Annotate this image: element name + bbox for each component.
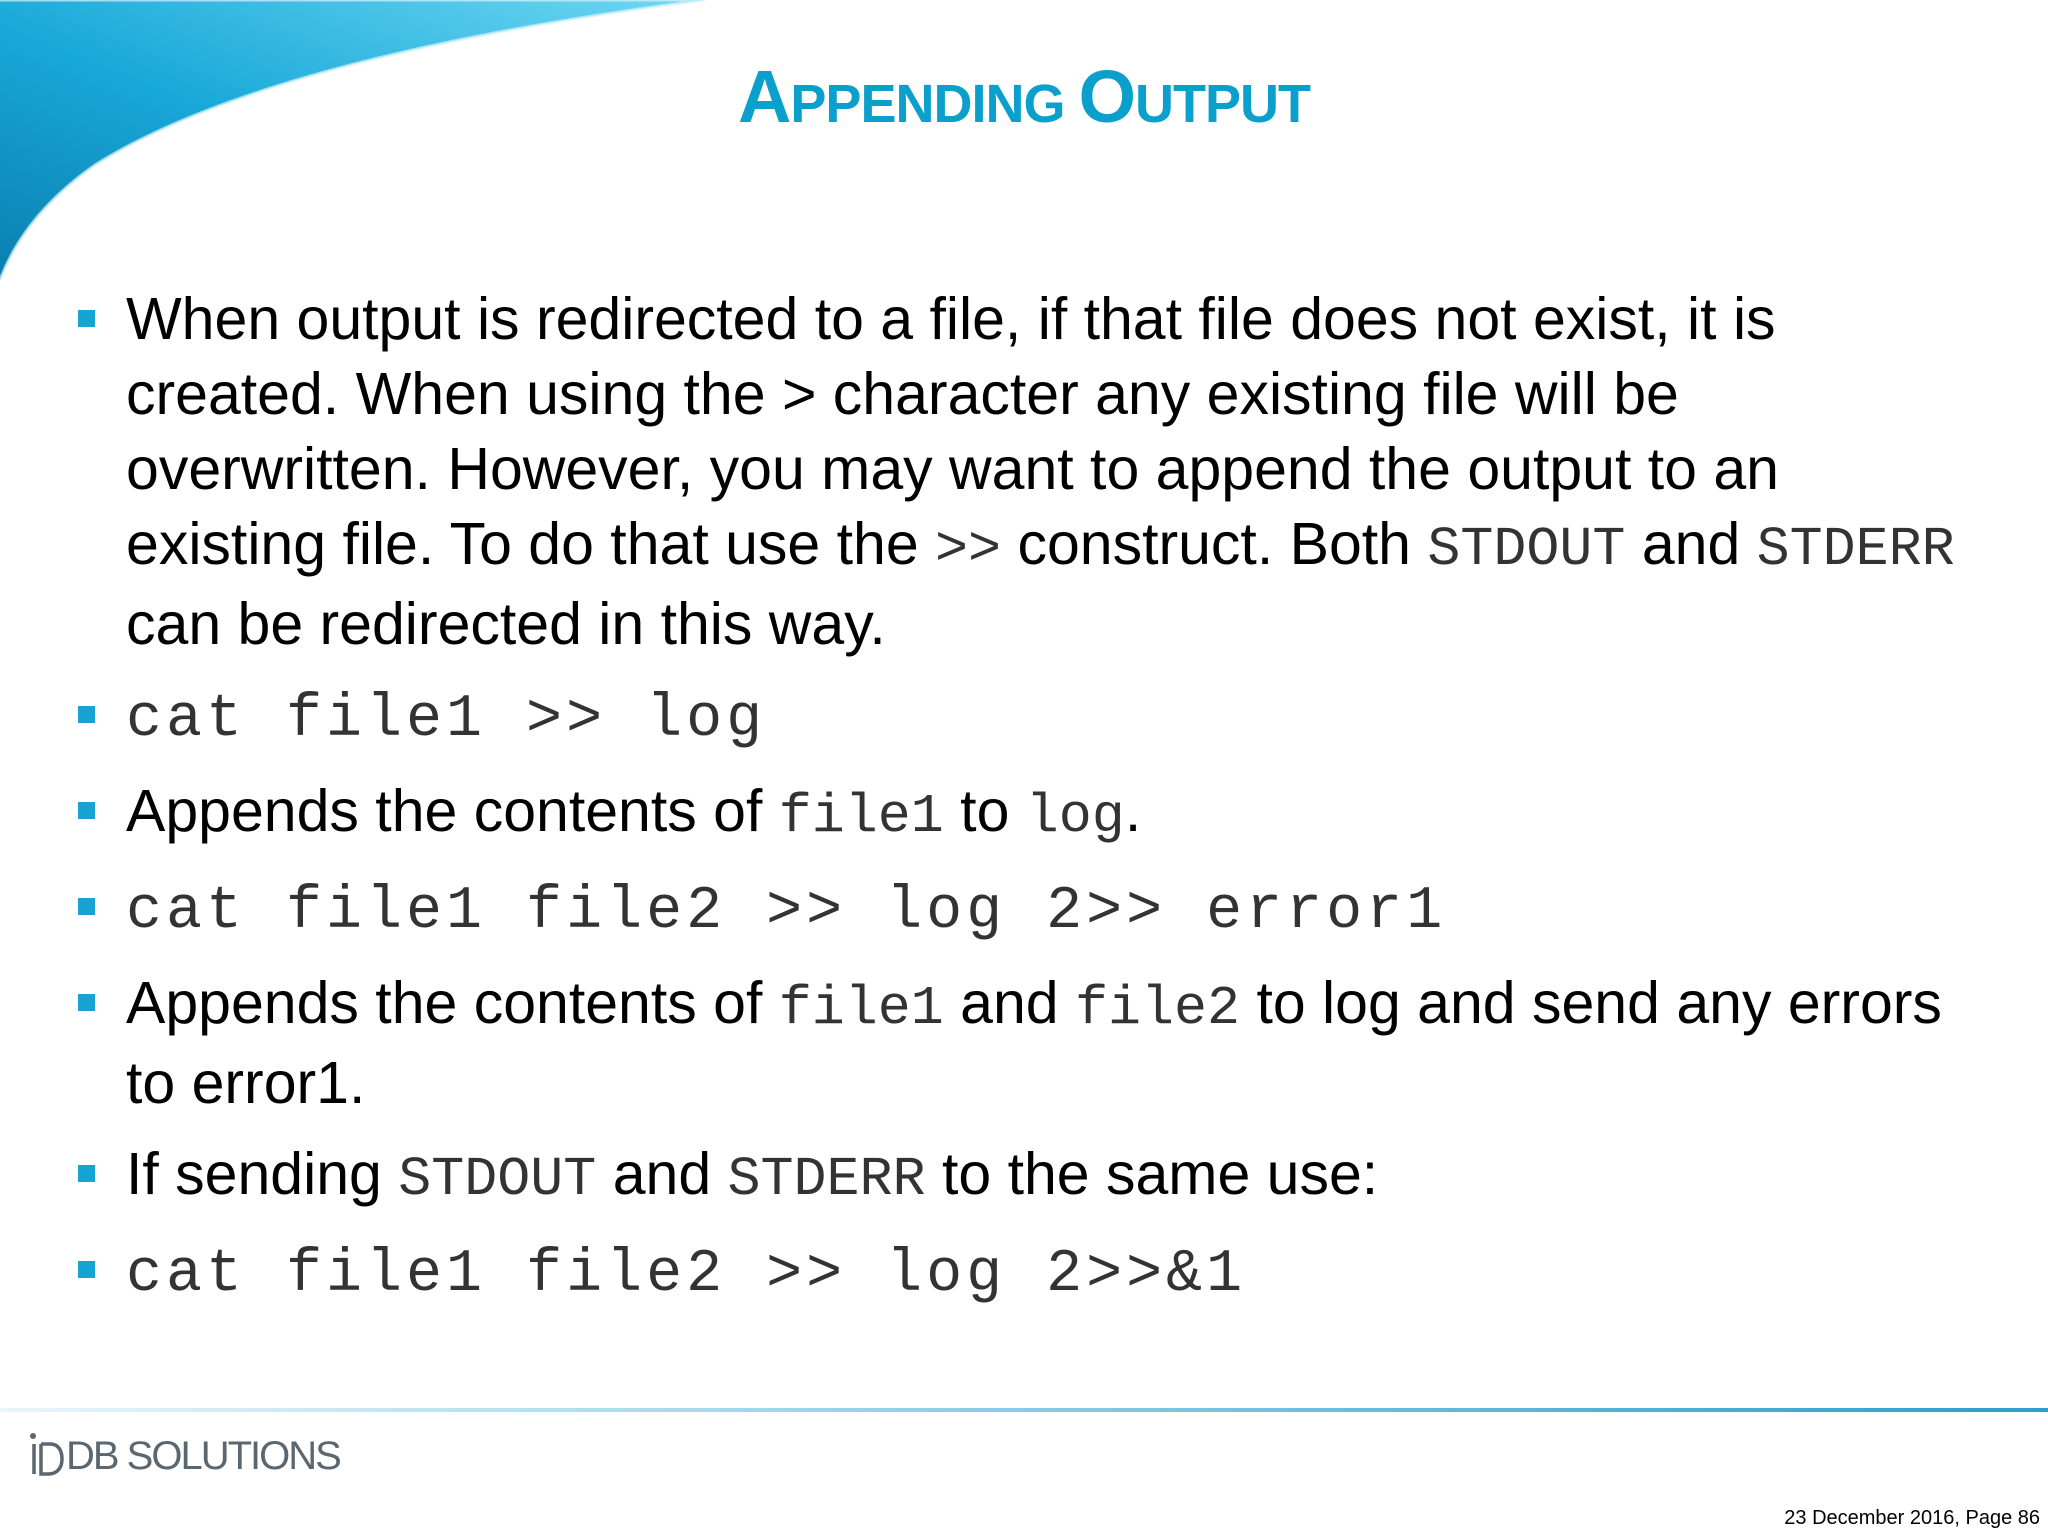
bullet-text: When output is redirected to a file, if that file does not exist, it is created. When using the > character any existing file will be overwritten. However, you may want to append the output to an existing file. To do that use the bbox=[126, 286, 1779, 577]
bullet-marker-icon bbox=[78, 310, 95, 327]
bullet-text: to log and send any errors to error1. bbox=[126, 970, 1942, 1116]
code-text: STDOUT bbox=[1427, 518, 1626, 581]
bullet-text: and bbox=[1625, 511, 1757, 577]
bullet-text: If sending bbox=[126, 1141, 399, 1207]
code-text: STDERR bbox=[1756, 518, 1955, 581]
bullet-marker-icon bbox=[78, 1261, 95, 1278]
logo-mark-icon bbox=[26, 1428, 66, 1478]
code-text: file1 bbox=[778, 977, 944, 1040]
code-text: file1 bbox=[778, 785, 944, 848]
bullet-marker-icon bbox=[78, 706, 95, 723]
bullet-item bbox=[78, 282, 1978, 662]
code-text: STDERR bbox=[727, 1148, 926, 1211]
bullet-text: . bbox=[1124, 778, 1142, 844]
bullet-text: to bbox=[943, 778, 1026, 844]
bullet-text: to the same use: bbox=[925, 1141, 1379, 1207]
code-bullet-item bbox=[78, 870, 1978, 950]
title-word-2: OUTPUT bbox=[1078, 55, 1311, 138]
bullet-text: and bbox=[943, 970, 1076, 1036]
logo-text: DB SOLUTIONS bbox=[66, 1434, 340, 1478]
code-text: file2 bbox=[1075, 977, 1241, 1040]
code-text: log bbox=[1025, 785, 1125, 848]
bullet-text: Appends the contents of bbox=[126, 970, 779, 1036]
title-word-1: APPENDING bbox=[737, 55, 1065, 138]
bullet-marker-icon bbox=[78, 994, 95, 1011]
bullet-text: Appends the contents of bbox=[126, 778, 779, 844]
bullet-text: can be redirected in this way. bbox=[126, 591, 886, 657]
code-text: cat file1 file2 >> log 2>> error1 bbox=[126, 878, 1447, 946]
bullet-item bbox=[78, 966, 1978, 1121]
code-text: >> bbox=[935, 518, 1002, 581]
company-logo bbox=[26, 1428, 340, 1478]
code-bullet-item bbox=[78, 1233, 1978, 1313]
bullet-marker-icon bbox=[78, 802, 95, 819]
bullet-item bbox=[78, 1137, 1978, 1217]
bullet-text: construct. Both bbox=[1001, 511, 1428, 577]
footer-divider bbox=[0, 1408, 2048, 1412]
bullet-marker-icon bbox=[78, 898, 95, 915]
code-text: STDOUT bbox=[398, 1148, 597, 1211]
footer-date-page: 23 December 2016, Page 86 bbox=[1784, 1507, 2040, 1529]
code-text: cat file1 file2 >> log 2>>&1 bbox=[126, 1241, 1247, 1309]
bullet-marker-icon bbox=[78, 1165, 95, 1182]
slide-title bbox=[0, 52, 2048, 149]
bullet-text: and bbox=[596, 1141, 728, 1207]
code-text: cat file1 >> log bbox=[126, 686, 767, 754]
bullet-list bbox=[78, 282, 1978, 1329]
code-bullet-item bbox=[78, 678, 1978, 758]
bullet-item bbox=[78, 774, 1978, 854]
